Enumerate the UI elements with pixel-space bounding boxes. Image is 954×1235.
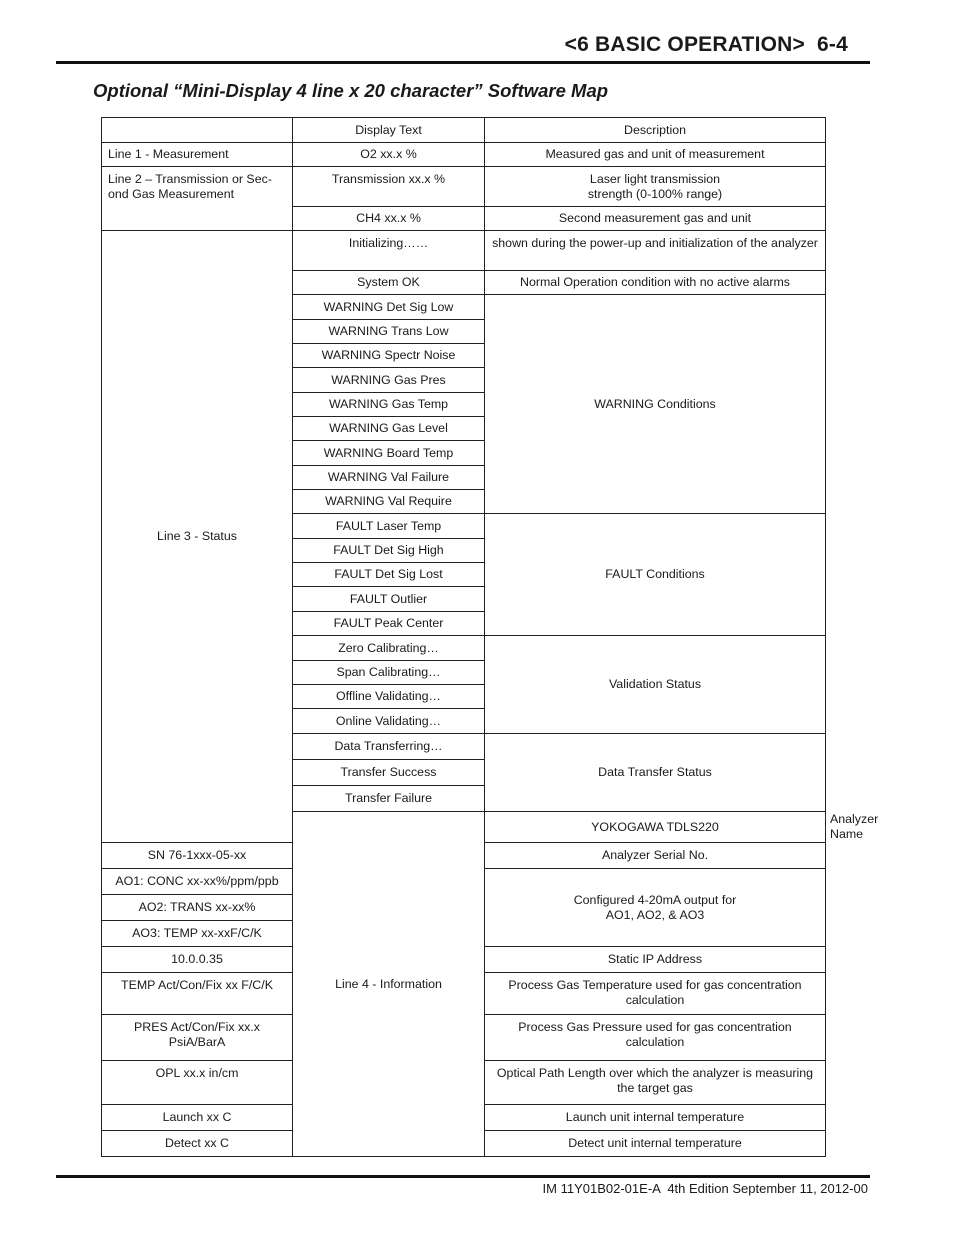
header-display-text: Display Text	[293, 118, 485, 143]
display-cell: 10.0.0.35	[102, 947, 293, 973]
header-description: Description	[485, 118, 826, 143]
description-cell: Laser light transmission strength (0-100% range)	[485, 167, 826, 207]
header-rule	[56, 61, 870, 64]
description-cell: shown during the power-up and initialization of the analyzer	[485, 231, 826, 271]
data-transfer-status-cell: Data Transfer Status	[485, 734, 826, 812]
description-cell: Second measurement gas and unit	[485, 207, 826, 231]
display-cell: WARNING Gas Pres	[293, 368, 485, 393]
display-cell: Online Validating…	[293, 709, 485, 734]
chapter-header: <6 BASIC OPERATION> 6-4	[564, 33, 848, 56]
section-title: Optional “Mini-Display 4 line x 20 character” Software Map	[93, 80, 609, 101]
document-footer: IM 11Y01B02-01E-A 4th Edition September 11, 2012-00	[542, 1181, 868, 1196]
display-cell: Transfer Success	[293, 760, 485, 786]
display-cell: Launch xx C	[102, 1105, 293, 1131]
description-cell: Measured gas and unit of measurement	[485, 143, 826, 167]
display-cell: Transfer Failure	[293, 786, 485, 812]
display-cell: O2 xx.x %	[293, 143, 485, 167]
header-blank-cell	[102, 118, 293, 143]
table-row: Line 4 - Information YOKOGAWA TDLS220 Analyzer Name	[102, 812, 826, 843]
line1-label: Line 1 - Measurement	[102, 143, 293, 167]
display-cell: Offline Validating…	[293, 685, 485, 709]
display-cell: Data Transferring…	[293, 734, 485, 760]
line2-label: Line 2 – Transmission or Sec-ond Gas Measurement	[102, 167, 293, 231]
display-cell: TEMP Act/Con/Fix xx F/C/K	[102, 973, 293, 1015]
display-cell: Detect xx C	[102, 1131, 293, 1157]
description-cell: Detect unit internal temperature	[485, 1131, 826, 1157]
description-cell: Launch unit internal temperature	[485, 1105, 826, 1131]
validation-status-cell: Validation Status	[485, 636, 826, 734]
display-cell: WARNING Gas Level	[293, 417, 485, 441]
display-cell: FAULT Det Sig High	[293, 539, 485, 563]
warning-conditions-cell: WARNING Conditions	[485, 295, 826, 514]
display-cell: WARNING Val Failure	[293, 466, 485, 490]
line4-label: Line 4 - Information	[293, 812, 485, 1157]
display-cell: AO3: TEMP xx-xxF/C/K	[102, 921, 293, 947]
display-cell: PRES Act/Con/Fix xx.x PsiA/BarA	[102, 1015, 293, 1061]
description-cell: Optical Path Length over which the analyzer is measuring the target gas	[485, 1061, 826, 1105]
display-cell: SN 76-1xxx-05-xx	[102, 843, 293, 869]
display-cell: WARNING Board Temp	[293, 441, 485, 466]
display-cell: FAULT Peak Center	[293, 612, 485, 636]
table-row	[102, 231, 826, 271]
display-cell: AO2: TRANS xx-xx%	[102, 895, 293, 921]
display-cell: WARNING Gas Temp	[293, 393, 485, 417]
footer-rule	[56, 1175, 870, 1178]
display-cell: CH4 xx.x %	[293, 207, 485, 231]
description-cell: Process Gas Temperature used for gas concentration calculation	[485, 973, 826, 1015]
description-cell: Analyzer Serial No.	[485, 843, 826, 869]
description-cell: Static IP Address	[485, 947, 826, 973]
description-cell: Normal Operation condition with no active alarms	[485, 271, 826, 295]
display-cell: FAULT Outlier	[293, 587, 485, 612]
table-header-row	[102, 118, 826, 143]
display-cell: WARNING Trans Low	[293, 320, 485, 344]
fault-conditions-cell: FAULT Conditions	[485, 514, 826, 636]
description-cell: Process Gas Pressure used for gas concentration calculation	[485, 1015, 826, 1061]
display-cell: WARNING Spectr Noise	[293, 344, 485, 368]
display-cell: YOKOGAWA TDLS220	[485, 812, 826, 843]
display-cell: Initializing……	[293, 231, 485, 271]
table-row	[102, 143, 826, 167]
display-cell: WARNING Det Sig Low	[293, 295, 485, 320]
display-cell: System OK	[293, 271, 485, 295]
display-cell: FAULT Det Sig Lost	[293, 563, 485, 587]
analog-output-cell: Configured 4-20mA output for AO1, AO2, & AO3	[485, 869, 826, 947]
display-cell: OPL xx.x in/cm	[102, 1061, 293, 1105]
display-cell: Transmission xx.x %	[293, 167, 485, 207]
display-cell: WARNING Val Require	[293, 490, 485, 514]
display-cell: FAULT Laser Temp	[293, 514, 485, 539]
software-map-table	[101, 117, 879, 1157]
line3-label: Line 3 - Status	[102, 231, 293, 843]
display-cell: Zero Calibrating…	[293, 636, 485, 661]
table-row	[102, 167, 826, 207]
display-cell: Span Calibrating…	[293, 661, 485, 685]
display-cell: AO1: CONC xx-xx%/ppm/ppb	[102, 869, 293, 895]
